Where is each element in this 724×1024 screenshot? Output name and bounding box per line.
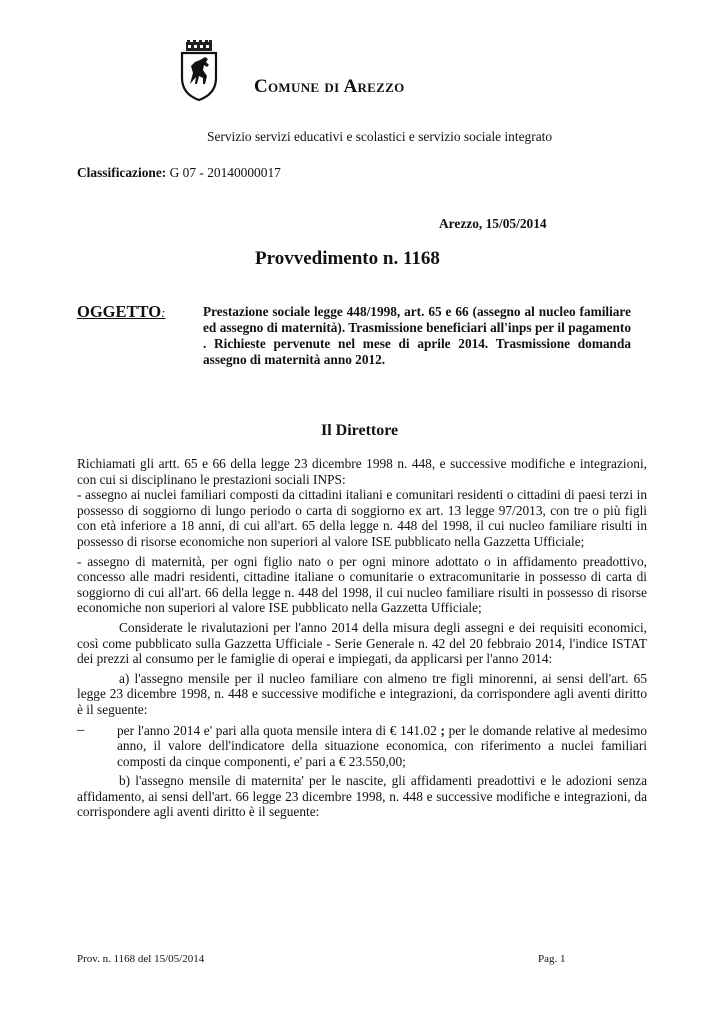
- municipality-name: Comune di Arezzo: [254, 76, 405, 97]
- coat-of-arms-icon: [178, 40, 220, 102]
- subject-text: Prestazione sociale legge 448/1998, art. 65 e 66 (assegno al nucleo familiare ed assegno di maternità). Trasmissione beneficiari all'inps per il pagamento . Richieste pervenute nel mese di aprile 2014. Trasmissione domanda assegno di maternità anno 2012.: [203, 304, 631, 367]
- bullet-dash: –: [77, 721, 85, 738]
- paragraph: - assegno ai nuclei familiari composti da cittadini italiani e comunitari residenti o cittadini di paesi terzi in possesso di soggiorno di lungo periodo o carta di soggiorno ex art. 13 legge 97/2013, con tre o più figli con età inferiore a 18 anni, di cui all'art. 65 della legge n. 448 del 1998, il cui nucleo familiare risulti in possesso di risorse economiche non superiori al valore ISE pubblicato nella Gazzetta Ufficiale;: [77, 487, 647, 549]
- bullet-semicolon: ;: [436, 722, 445, 738]
- document-title: Provvedimento n. 1168: [255, 248, 440, 269]
- classification-value: G 07 - 20140000017: [169, 165, 281, 180]
- paragraph: b) l'assegno mensile di maternita' per le nascite, gli affidamenti preadottivi e le adozioni senza affidamento, ai sensi dell'art. 66 legge 23 dicembre 1998, n. 448 e successive modifiche e integrazioni, da corrispondere agli aventi diritto è il seguente:: [77, 773, 647, 820]
- page-number: Pag. 1: [538, 953, 566, 965]
- list-item: [77, 723, 647, 770]
- bullet-text-first: per l'anno 2014 e' pari alla quota mensile intera di € 141.02: [117, 722, 437, 738]
- subject-label: [77, 302, 165, 322]
- footer-reference: Prov. n. 1168 del 15/05/2014: [77, 953, 205, 965]
- subject-label-colon: :: [161, 305, 166, 320]
- service-name: Servizio servizi educativi e scolastici e servizio sociale integrato: [207, 129, 553, 144]
- paragraph: Considerate le rivalutazioni per l'anno 2014 della misura degli assegni e dei requisiti economici, così come pubblicato sulla Gazzetta Ufficiale - Serie Generale n. 42 del 20 febbraio 2014, l'indice ISTAT dei prezzi al consumo per le famiglie di operai e impiegati, da applicarsi per l'anno 2014:: [77, 619, 647, 667]
- bullet-text-rest: per le domande relative al medesimo anno, il valore dell'indicatore della situazione economica, con riferimento a nuclei familiari composti da cinque componenti, e' pari a € 23.550,00;: [117, 722, 648, 769]
- director-heading: Il Direttore: [321, 422, 399, 439]
- classification-label: Classificazione:: [77, 165, 167, 180]
- paragraph: a) l'assegno mensile per il nucleo familiare con almeno tre figli minorenni, ai sensi dell'art. 65 legge 23 dicembre 1998, n. 448 e successive modifiche e integrazioni, da corrispondere agli aventi diritto è il seguente:: [77, 670, 647, 717]
- subject-label-text: OGGETTO: [77, 302, 162, 321]
- classification: [77, 165, 281, 181]
- bullet-text: [117, 723, 647, 770]
- document-body: [77, 456, 647, 820]
- paragraph: - assegno di maternità, per ogni figlio nato o per ogni minore adottato o in affidamento preadottivo, concesso alle madri residenti, cittadine italiane o comunitarie o extracomunitarie in possesso di carta di soggiorno di cui all'art. 66 della legge n. 448 del 1998, il cui nucleo familiare risulti in possesso di risorse economiche non superiori al valore ISE pubblicato nella Gazzetta Ufficiale;: [77, 553, 647, 616]
- paragraph: Richiamati gli artt. 65 e 66 della legge 23 dicembre 1998 n. 448, e successive modifiche e integrazioni, con cui si disciplinano le prestazioni sociali INPS:: [77, 456, 647, 487]
- place-date: Arezzo, 15/05/2014: [439, 216, 547, 231]
